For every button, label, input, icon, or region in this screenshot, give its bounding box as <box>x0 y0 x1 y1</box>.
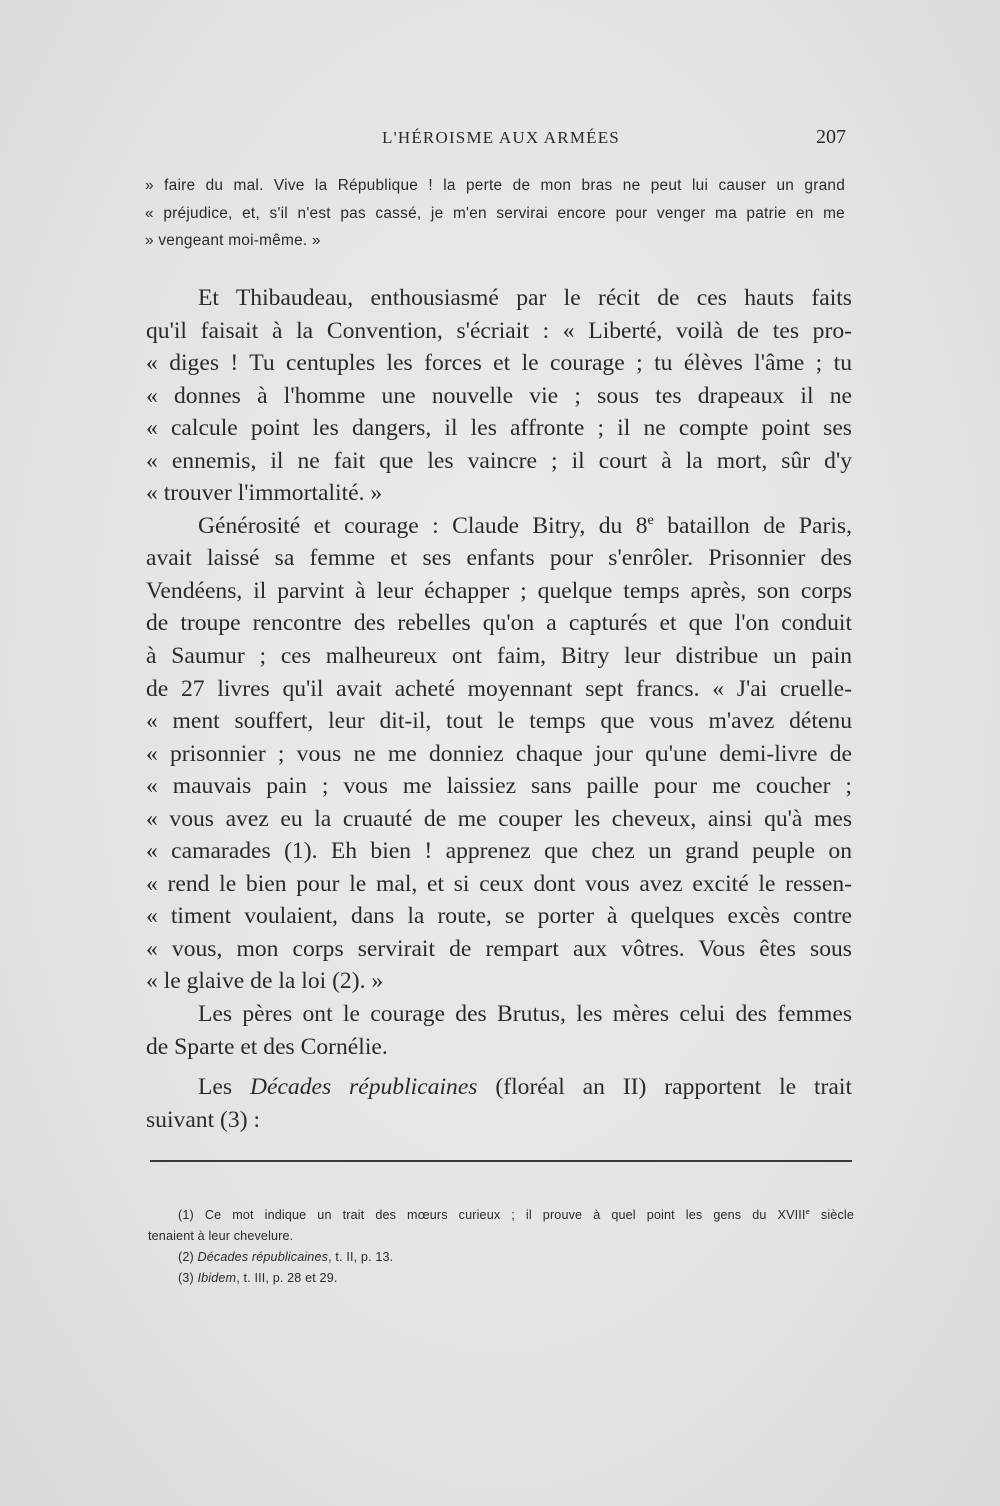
text-fragment: Les <box>198 1074 250 1101</box>
quote-line: « préjudice, et, s'il n'est pas cassé, je m'en servirai encore pour venger ma patrie en me <box>145 204 845 222</box>
text-line: « vous avez eu la cruauté de me couper les cheveux, ainsi qu'à mes <box>146 805 852 832</box>
text-line: Et Thibaudeau, enthousiasmé par le récit de ces hauts faits <box>198 285 852 311</box>
text-line: qu'il faisait à la Convention, s'écriait : « Liberté, voilà de tes pro- <box>146 317 852 344</box>
text-line: « mauvais pain ; vous me laissiez sans paille pour me coucher ; <box>146 773 852 800</box>
text-line: de troupe rencontre des rebelles qu'on a capturés et que l'on conduit <box>146 610 852 637</box>
footnote-3 <box>148 1268 854 1289</box>
text-line: « vous, mon corps servirait de rempart aux vôtres. Vous êtes sous <box>146 935 852 962</box>
text-line: « camarades (1). Eh bien ! apprenez que chez un grand peuple on <box>146 838 852 865</box>
text-line: de Sparte et des Cornélie. <box>146 1033 388 1060</box>
paragraph-decades <box>146 1071 852 1136</box>
paragraph-brutus <box>146 998 852 1063</box>
text-line: « ment souffert, leur dit-il, tout le temps que vous m'avez détenu <box>146 708 852 735</box>
text-line: « timent voulaient, dans la route, se porter à quelques excès contre <box>146 903 852 930</box>
text-fragment: (2) <box>178 1250 198 1264</box>
text-line: avait laissé sa femme et ses enfants pour s'enrôler. Prisonnier des <box>146 545 852 572</box>
text-line: « prisonnier ; vous ne me donniez chaque jour qu'une demi-livre de <box>146 740 852 767</box>
superscript: e <box>805 1206 810 1216</box>
text-fragment: (3) <box>178 1271 198 1285</box>
text-fragment: (floréal an II) rapportent le trait <box>477 1074 853 1101</box>
running-title: L'HÉROISME AUX ARMÉES <box>382 128 620 147</box>
footnote-1 <box>148 1205 854 1226</box>
text-fragment: siècle <box>809 1208 855 1222</box>
italic-title: Décades républicaines <box>197 1250 329 1264</box>
text-line: « calcule point les dangers, il les affronte ; il ne compte point ses <box>146 415 852 442</box>
text-line: Vendéens, il parvint à leur échapper ; quelque temps après, son corps <box>146 577 852 604</box>
text-fragment: , t. II, p. 13. <box>328 1250 394 1264</box>
text-fragment: bataillon de Paris, <box>653 512 852 539</box>
footnote-separator <box>150 1160 852 1162</box>
text-fragment: (1) Ce mot indique un trait des mœurs curieux ; il prouve à quel point les gens du <box>178 1208 778 1222</box>
text-line: « diges ! Tu centuples les forces et le courage ; tu élèves l'âme ; tu <box>146 350 852 377</box>
quote-line: » vengeant moi-même. » <box>145 232 321 249</box>
italic-title: Décades républicaines <box>249 1074 478 1101</box>
italic-title: Ibidem <box>197 1271 237 1285</box>
text-line: « ennemis, il ne fait que les vaincre ; il court à la mort, sûr d'y <box>146 447 852 474</box>
text-line: de 27 livres qu'il avait acheté moyennant sept francs. « J'ai cruelle- <box>146 675 852 702</box>
quoted-letter-end <box>145 172 845 255</box>
text-line <box>146 1071 852 1104</box>
page-header <box>150 128 852 158</box>
paragraph-thibaudeau <box>146 282 852 510</box>
text-line <box>146 510 852 543</box>
page-number: 207 <box>816 126 846 148</box>
body-text <box>146 282 852 1136</box>
text-line: à Saumur ; ces malheureux ont faim, Bitry leur distribue un pain <box>146 643 852 670</box>
text-line: suivant (3) : <box>146 1106 261 1133</box>
text-line: « le glaive de la loi (2). » <box>146 968 384 995</box>
text-line: « trouver l'immortalité. » <box>146 480 383 507</box>
footnote-1-continued: tenaient à leur chevelure. <box>148 1229 294 1243</box>
text-fragment: , t. III, p. 28 et 29. <box>236 1271 338 1285</box>
text-line: « rend le bien pour le mal, et si ceux dont vous avez excité le ressen- <box>146 870 852 897</box>
superscript: e <box>647 511 654 528</box>
footnote-2 <box>148 1247 854 1268</box>
footnotes <box>148 1205 854 1289</box>
text-fragment: Générosité et courage : Claude Bitry, du 8 <box>198 512 648 539</box>
paragraph-bitry <box>146 510 852 998</box>
text-line: « donnes à l'homme une nouvelle vie ; sous tes drapeaux il ne <box>146 382 852 409</box>
quote-line: » faire du mal. Vive la République ! la perte de mon bras ne peut lui causer un grand <box>145 177 845 194</box>
paragraph-gap <box>146 1063 852 1071</box>
century-numeral: XVIII <box>777 1208 806 1222</box>
text-line: Les pères ont le courage des Brutus, les mères celui des femmes <box>198 1001 852 1028</box>
